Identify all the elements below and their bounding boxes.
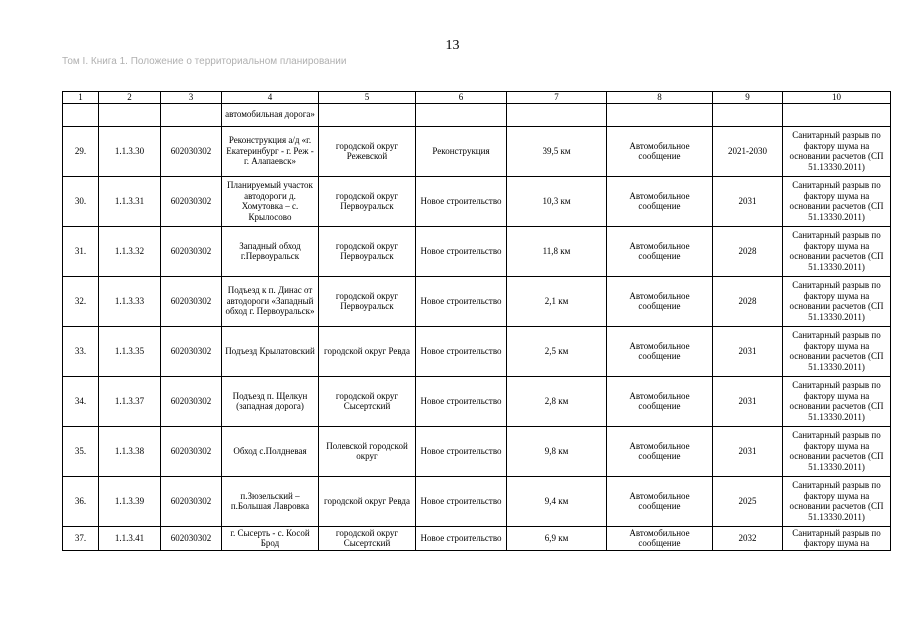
table-row bbox=[63, 326, 891, 376]
table-cell: Новое строительство bbox=[416, 326, 507, 376]
table-row bbox=[63, 226, 891, 276]
table-cell bbox=[161, 103, 222, 126]
table-cell: 602030302 bbox=[161, 526, 222, 550]
table-cell: городской округ Ревда bbox=[319, 476, 416, 526]
table-cell: 2031 bbox=[713, 176, 783, 226]
table-cell: 602030302 bbox=[161, 276, 222, 326]
table-cell: 7 bbox=[507, 92, 607, 104]
table-cell: 8 bbox=[607, 92, 713, 104]
table-row bbox=[63, 176, 891, 226]
table-cell: городской округ Первоуральск bbox=[319, 176, 416, 226]
table-row bbox=[63, 476, 891, 526]
table-cell: 2032 bbox=[713, 526, 783, 550]
table-cell: 1.1.3.32 bbox=[99, 226, 161, 276]
table-cell: автомобильная дорога» bbox=[222, 103, 319, 126]
table-cell: 3 bbox=[161, 92, 222, 104]
table-cell: городской округ Первоуральск bbox=[319, 226, 416, 276]
table-row bbox=[63, 426, 891, 476]
table-cell: Западный обход г.Первоуральск bbox=[222, 226, 319, 276]
table-cell: 2031 bbox=[713, 326, 783, 376]
table-cell: Санитарный разрыв по фактору шума на основании расчетов (СП 51.13330.2011) bbox=[783, 176, 891, 226]
table-cell: Новое строительство bbox=[416, 176, 507, 226]
table-cell: 602030302 bbox=[161, 376, 222, 426]
table-cell: Реконструкция а/д «г. Екатеринбург - г. Реж - г. Алапаевск» bbox=[222, 126, 319, 176]
table-cell: Автомобильное сообщение bbox=[607, 176, 713, 226]
table-cell bbox=[713, 103, 783, 126]
table-cell: 34. bbox=[63, 376, 99, 426]
table-cell: 1.1.3.37 bbox=[99, 376, 161, 426]
table-cell bbox=[607, 103, 713, 126]
table-cell: Новое строительство bbox=[416, 426, 507, 476]
table-cell: городской округ Режевской bbox=[319, 126, 416, 176]
table-cell: Автомобильное сообщение bbox=[607, 276, 713, 326]
table-cell: 9 bbox=[713, 92, 783, 104]
table-cell bbox=[99, 103, 161, 126]
table-cell: 602030302 bbox=[161, 126, 222, 176]
table-cell: 2025 bbox=[713, 476, 783, 526]
table-cell: 1.1.3.38 bbox=[99, 426, 161, 476]
table-cell: 2031 bbox=[713, 426, 783, 476]
table-cell: 30. bbox=[63, 176, 99, 226]
table-cell: Санитарный разрыв по фактору шума на bbox=[783, 526, 891, 550]
table-cell: 10,3 км bbox=[507, 176, 607, 226]
table-cell: Санитарный разрыв по фактору шума на основании расчетов (СП 51.13330.2011) bbox=[783, 426, 891, 476]
table-cell: Санитарный разрыв по фактору шума на основании расчетов (СП 51.13330.2011) bbox=[783, 326, 891, 376]
table-cell: 33. bbox=[63, 326, 99, 376]
table-cell: 9,4 км bbox=[507, 476, 607, 526]
table-cell: 602030302 bbox=[161, 176, 222, 226]
table-cell: городской округ Ревда bbox=[319, 326, 416, 376]
table-header-row bbox=[63, 92, 891, 104]
data-table bbox=[62, 91, 891, 551]
table-cell: 1.1.3.33 bbox=[99, 276, 161, 326]
table-cell: 2021-2030 bbox=[713, 126, 783, 176]
table-cell: Полевской городской округ bbox=[319, 426, 416, 476]
table-cell: Автомобильное сообщение bbox=[607, 226, 713, 276]
table-cell: 602030302 bbox=[161, 226, 222, 276]
table-cell: Автомобильное сообщение bbox=[607, 376, 713, 426]
table-cell: 6,9 км bbox=[507, 526, 607, 550]
table-cell: Санитарный разрыв по фактору шума на основании расчетов (СП 51.13330.2011) bbox=[783, 226, 891, 276]
table-cell: 1.1.3.30 bbox=[99, 126, 161, 176]
table-cell: 602030302 bbox=[161, 476, 222, 526]
table-cell: Автомобильное сообщение bbox=[607, 326, 713, 376]
table-cell: Новое строительство bbox=[416, 476, 507, 526]
table-cell: 5 bbox=[319, 92, 416, 104]
table-cell: 32. bbox=[63, 276, 99, 326]
table-cell: Обход с.Полдневая bbox=[222, 426, 319, 476]
table-cell: Автомобильное сообщение bbox=[607, 426, 713, 476]
table-cell: Подъезд к п. Динас от автодороги «Западный обход г. Первоуральск» bbox=[222, 276, 319, 326]
table-cell: 1 bbox=[63, 92, 99, 104]
table-cell: г. Сысерть - с. Косой Брод bbox=[222, 526, 319, 550]
table-cell: 39,5 км bbox=[507, 126, 607, 176]
table-cell: 1.1.3.31 bbox=[99, 176, 161, 226]
table-cell: 29. bbox=[63, 126, 99, 176]
table-cell: 2,1 км bbox=[507, 276, 607, 326]
page-number: 13 bbox=[445, 38, 460, 53]
table-cell: 602030302 bbox=[161, 426, 222, 476]
table-cell: 37. bbox=[63, 526, 99, 550]
table-cell: Санитарный разрыв по фактору шума на основании расчетов (СП 51.13330.2011) bbox=[783, 476, 891, 526]
table-row bbox=[63, 276, 891, 326]
table-cell: Санитарный разрыв по фактору шума на основании расчетов (СП 51.13330.2011) bbox=[783, 276, 891, 326]
table-cell: Новое строительство bbox=[416, 376, 507, 426]
table-cell: 10 bbox=[783, 92, 891, 104]
table-cell: Новое строительство bbox=[416, 276, 507, 326]
table-cell: 2 bbox=[99, 92, 161, 104]
table-cell: п.Зюзельский – п.Большая Лавровка bbox=[222, 476, 319, 526]
table-row bbox=[63, 526, 891, 550]
table-cell bbox=[319, 103, 416, 126]
table-cell: 2028 bbox=[713, 226, 783, 276]
table-cell: Новое строительство bbox=[416, 226, 507, 276]
table-cell: 36. bbox=[63, 476, 99, 526]
table-cell: 1.1.3.41 bbox=[99, 526, 161, 550]
table-cell: Автомобильное сообщение bbox=[607, 526, 713, 550]
table-cell: 2031 bbox=[713, 376, 783, 426]
table-cell: Планируемый участок автодороги д. Хомутовка – с. Крылосово bbox=[222, 176, 319, 226]
table-cell: 1.1.3.35 bbox=[99, 326, 161, 376]
table-cell: 31. bbox=[63, 226, 99, 276]
table-row bbox=[63, 126, 891, 176]
table-cell: Подъезд Крылатовский bbox=[222, 326, 319, 376]
document-header: Том I. Книга 1. Положение о территориальном планировании bbox=[62, 56, 347, 67]
table-cell: городской округ Первоуральск bbox=[319, 276, 416, 326]
table-cell bbox=[507, 103, 607, 126]
table-cell bbox=[63, 103, 99, 126]
table-cell: 6 bbox=[416, 92, 507, 104]
table-cell: Реконструкция bbox=[416, 126, 507, 176]
table-cell: Санитарный разрыв по фактору шума на основании расчетов (СП 51.13330.2011) bbox=[783, 126, 891, 176]
table-cell: 1.1.3.39 bbox=[99, 476, 161, 526]
table-cell bbox=[783, 103, 891, 126]
table-cell: Автомобильное сообщение bbox=[607, 476, 713, 526]
table-cell: 35. bbox=[63, 426, 99, 476]
table-cell: Санитарный разрыв по фактору шума на основании расчетов (СП 51.13330.2011) bbox=[783, 376, 891, 426]
table-continuation-row bbox=[63, 103, 891, 126]
table-cell: 11,8 км bbox=[507, 226, 607, 276]
table-cell bbox=[416, 103, 507, 126]
table-row bbox=[63, 376, 891, 426]
table-cell: 2028 bbox=[713, 276, 783, 326]
table-cell: Новое строительство bbox=[416, 526, 507, 550]
table-cell: Подъезд п. Щелкун (западная дорога) bbox=[222, 376, 319, 426]
table-cell: городской округ Сысертский bbox=[319, 526, 416, 550]
table-cell: 602030302 bbox=[161, 326, 222, 376]
table-cell: 2,5 км bbox=[507, 326, 607, 376]
table-cell: городской округ Сысертский bbox=[319, 376, 416, 426]
table-cell: 9,8 км bbox=[507, 426, 607, 476]
table-cell: 4 bbox=[222, 92, 319, 104]
table-cell: 2,8 км bbox=[507, 376, 607, 426]
table-cell: Автомобильное сообщение bbox=[607, 126, 713, 176]
